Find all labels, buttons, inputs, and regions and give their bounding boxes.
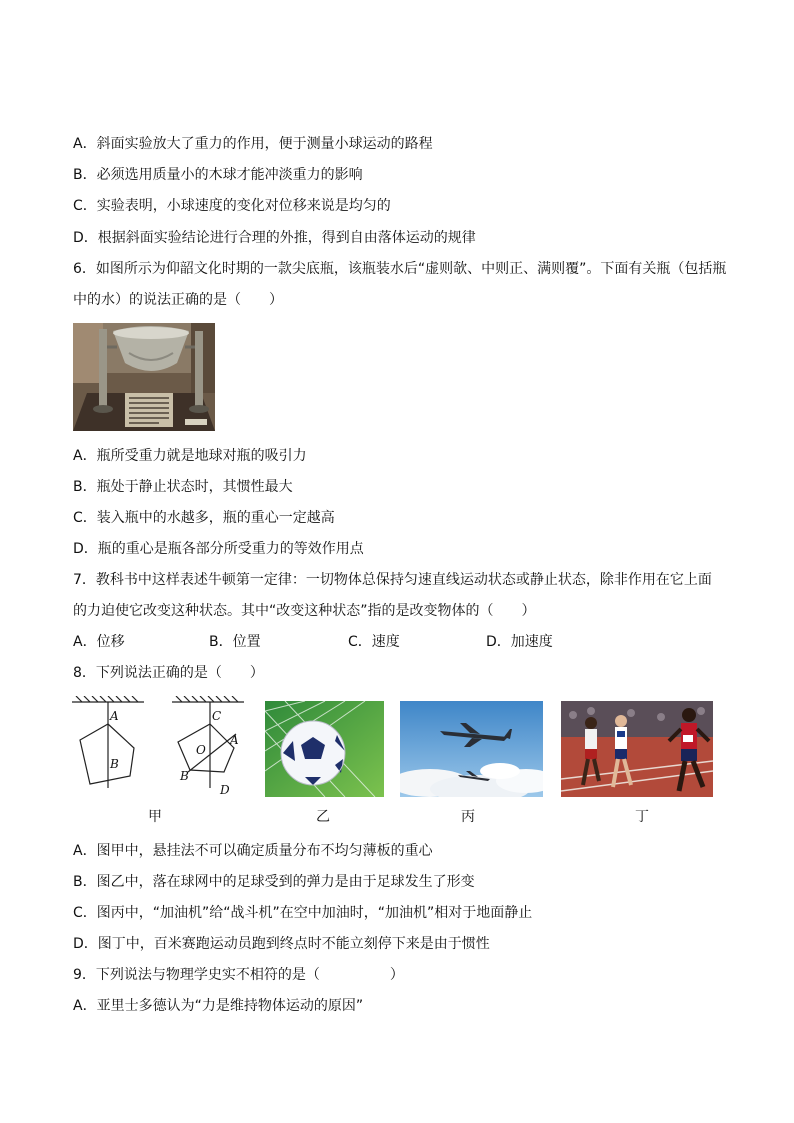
pointed-bottom-bottle-photo [73, 323, 215, 431]
q7-option-b: B．位置 [209, 634, 261, 650]
q6-option-a: A．瓶所受重力就是地球对瓶的吸引力 [73, 448, 307, 464]
label-point-a-left: A [110, 709, 119, 723]
label-point-b-right: B [180, 769, 189, 783]
q8-option-d: D．图丁中，百米赛跑运动员跑到终点时不能立刻停下来是由于惯性 [73, 936, 490, 952]
caption-jia: 甲 [148, 809, 162, 825]
q7-option-c: C．速度 [348, 634, 400, 650]
aerial-refuel-photo [400, 701, 543, 797]
label-point-d: D [220, 783, 230, 797]
label-point-b-left: B [110, 757, 119, 771]
caption-yi: 乙 [316, 809, 330, 825]
label-point-o: O [196, 743, 206, 757]
q8-option-b: B．图乙中，落在球网中的足球受到的弹力是由于足球发生了形变 [73, 874, 475, 890]
q7-option-a: A．位移 [73, 634, 125, 650]
q5-option-a: A．斜面实验放大了重力的作用，便于测量小球运动的路程 [73, 136, 433, 152]
q7-stem-line1: 7．教科书中这样表述牛顿第一定律：一切物体总保持匀速直线运动状态或静止状态，除非作用在它上面 [73, 572, 712, 588]
sprinters-photo [561, 701, 713, 797]
q5-option-d: D．根据斜面实验结论进行合理的外推，得到自由落体运动的规律 [73, 230, 476, 246]
caption-ding: 丁 [635, 809, 649, 825]
label-point-c: C [212, 709, 222, 723]
q7-option-d: D．加速度 [486, 634, 553, 650]
q8-stem: 8．下列说法正确的是（ ） [73, 665, 264, 681]
football-net-photo [265, 701, 384, 797]
q5-option-c: C．实验表明，小球速度的变化对位移来说是均匀的 [73, 198, 391, 214]
caption-bing: 丙 [461, 809, 475, 825]
q6-option-b: B．瓶处于静止状态时，其惯性最大 [73, 479, 293, 495]
q6-option-d: D．瓶的重心是瓶各部分所受重力的等效作用点 [73, 541, 364, 557]
q9-stem: 9．下列说法与物理学史实不相符的是（ ） [73, 967, 404, 983]
q7-stem-line2: 的力迫使它改变这种状态。其中“改变这种状态”指的是改变物体的（ ） [73, 603, 536, 619]
q5-option-b: B．必须选用质量小的木球才能冲淡重力的影响 [73, 167, 363, 183]
q8-option-a: A．图甲中，悬挂法不可以确定质量分布不均匀薄板的重心 [73, 843, 433, 859]
label-point-a-right: A [230, 733, 239, 747]
q8-option-c: C．图丙中，“加油机”给“战斗机”在空中加油时，“加油机”相对于地面静止 [73, 905, 533, 921]
q6-option-c: C．装入瓶中的水越多，瓶的重心一定越高 [73, 510, 335, 526]
suspension-diagram [70, 696, 250, 800]
q9-option-a: A．亚里士多德认为“力是维持物体运动的原因” [73, 998, 364, 1014]
q6-stem-line2: 中的水）的说法正确的是（ ） [73, 292, 283, 308]
q6-stem-line1: 6．如图所示为仰韶文化时期的一款尖底瓶，该瓶装水后“虚则欹、中则正、满则覆”。下面有关瓶（包括瓶 [73, 261, 727, 277]
